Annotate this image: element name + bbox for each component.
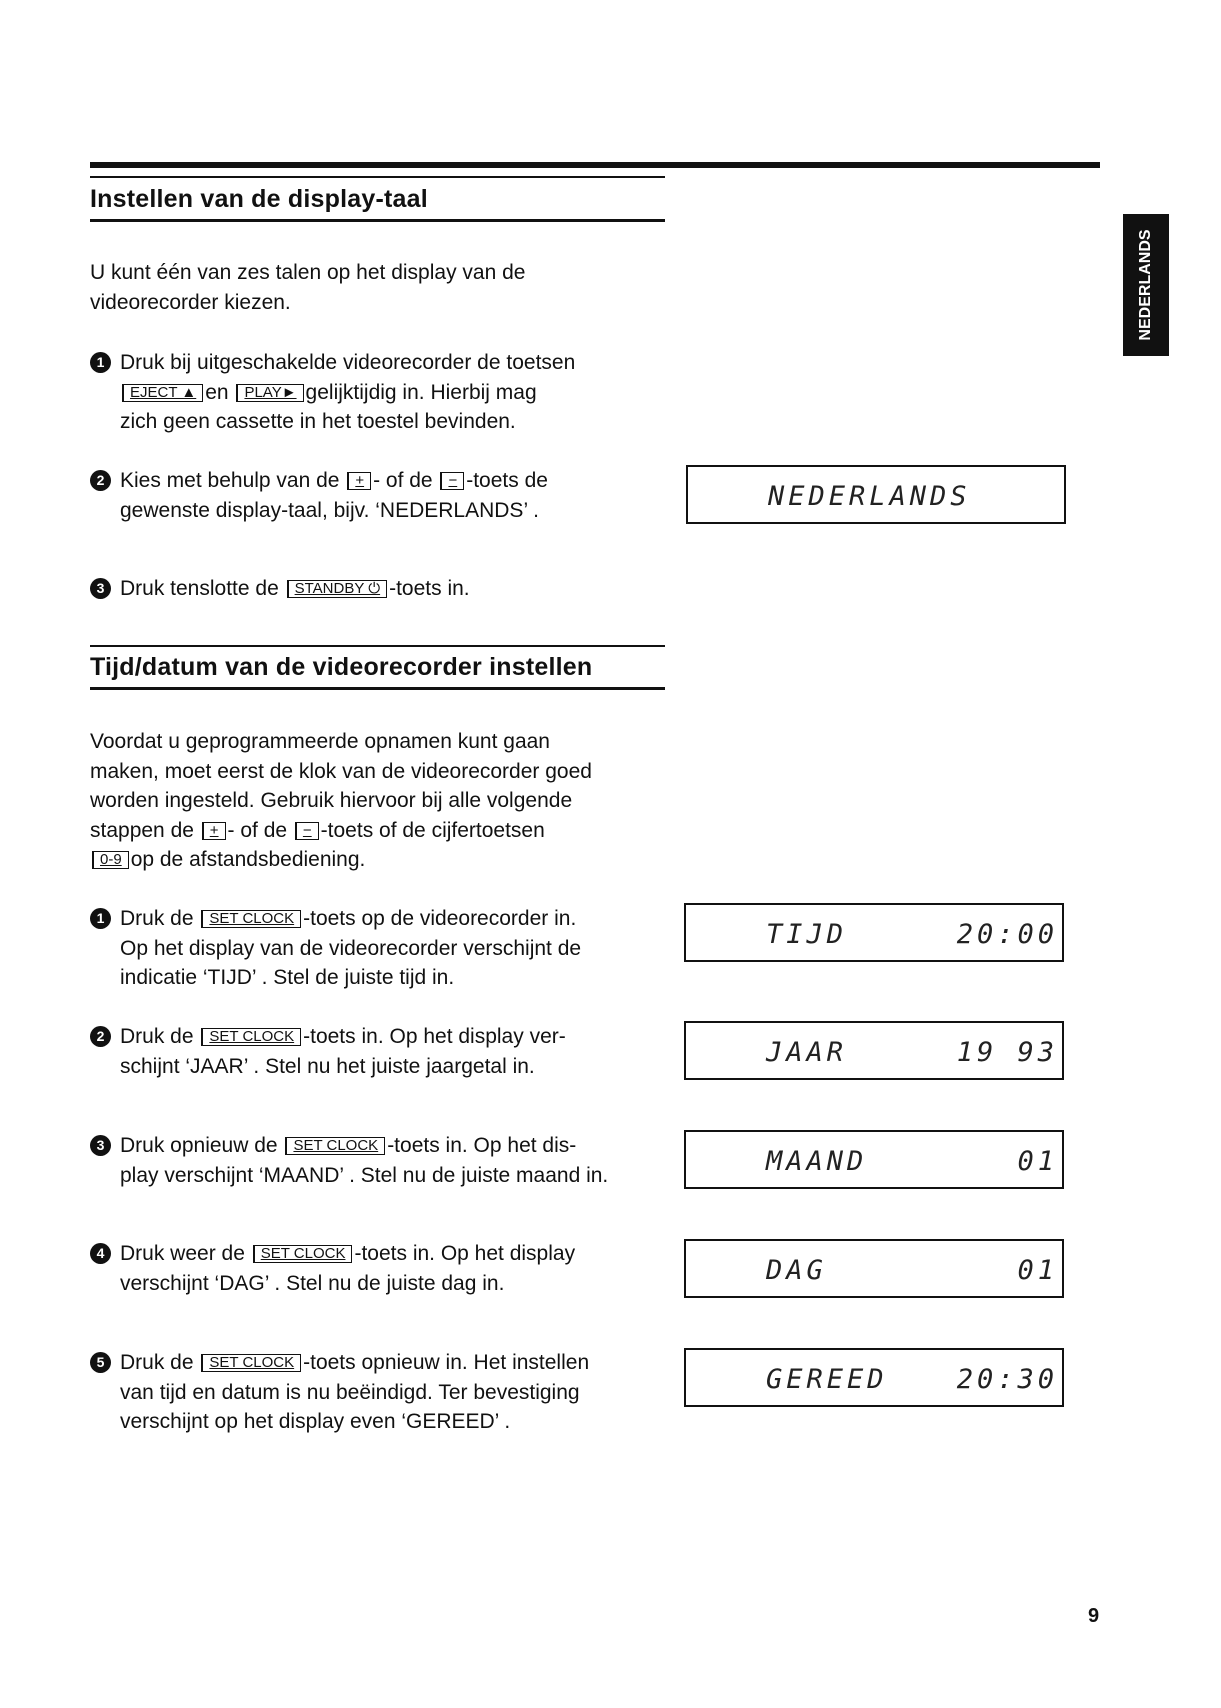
lcd-label: MAAND [766, 1146, 868, 1177]
text-line [120, 378, 575, 408]
key-label-box: + [202, 822, 226, 840]
page-number: 9 [1088, 1605, 1100, 1627]
lcd-value: 20:30 [956, 1364, 1058, 1395]
text-segment: Druk tenslotte de [120, 577, 285, 600]
text-segment: play verschijnt ‘MAAND’ . Stel nu de juiste maand in. [120, 1163, 609, 1187]
text-segment: -toets in. Op het dis- [387, 1134, 577, 1157]
section1-intro [90, 258, 525, 317]
text-line [120, 1131, 608, 1161]
section2-step-1 [96, 904, 582, 993]
step-number-badge: 3 [90, 578, 111, 599]
text-line [120, 1378, 589, 1408]
key-label-box: SET CLOCK [285, 1137, 385, 1155]
key-label-box: EJECT ▲ [122, 384, 203, 402]
lcd-display-year [684, 1021, 1064, 1080]
text-segment: -toets in. Op het display ver- [303, 1025, 566, 1048]
text-line [90, 786, 592, 816]
text-segment: verschijnt ‘DAG’ . Stel nu de juiste dag in. [120, 1271, 505, 1295]
text-line [120, 1269, 575, 1299]
text-line [90, 288, 525, 318]
section1-step-2 [96, 466, 548, 525]
text-line [120, 574, 470, 604]
key-label-box: + [347, 472, 371, 490]
step-number-badge: 4 [90, 1243, 111, 1264]
text-segment: en [205, 380, 235, 404]
key-label-box: SET CLOCK [253, 1245, 353, 1263]
lcd-display-month [684, 1130, 1064, 1189]
text-line [120, 1022, 566, 1052]
text-segment: Druk weer de [120, 1242, 251, 1265]
lcd-value: 20:00 [956, 919, 1058, 950]
text-segment: -toets opnieuw in. Het instellen [303, 1351, 590, 1374]
lcd-label: TIJD [766, 919, 848, 950]
text-segment: op de afstandsbediening. [130, 848, 366, 871]
section1-step-1 [96, 348, 576, 437]
step-number-badge: 5 [90, 1352, 111, 1373]
text-segment: Op het display van de videorecorder verschijnt de [120, 936, 582, 960]
text-line [90, 757, 592, 787]
text-line [120, 1407, 589, 1437]
lcd-label: GEREED [766, 1364, 888, 1395]
lcd-display-time [684, 903, 1064, 962]
text-segment: -toets de [466, 469, 548, 492]
text-line [120, 1161, 608, 1191]
text-line [120, 1348, 589, 1378]
text-segment: indicatie ‘TIJD’ . Stel de juiste tijd in. [120, 966, 455, 989]
lcd-display-day [684, 1239, 1064, 1298]
text-segment: gelijktijdig in. Hierbij mag [305, 380, 537, 404]
text-segment: van tijd en datum is nu beëindigd. Ter bevestiging [120, 1380, 580, 1404]
section2-step-4 [96, 1239, 576, 1298]
heading-rule-top [90, 176, 665, 178]
text-segment: -toets in. Op het display [354, 1242, 576, 1265]
text-segment: -toets op de videorecorder in. [303, 907, 577, 930]
heading-rule-bottom [90, 219, 665, 222]
text-segment: - of de [227, 818, 293, 842]
text-line [120, 348, 575, 378]
lcd-display-done [684, 1348, 1064, 1407]
text-segment: stappen de [90, 818, 200, 842]
text-segment: schijnt ‘JAAR’ . Stel nu het juiste jaargetal in. [120, 1054, 535, 1078]
text-segment: Druk de [120, 1351, 200, 1374]
key-label-box: SET CLOCK [201, 1354, 301, 1372]
step-number-badge: 3 [90, 1135, 111, 1156]
text-line [90, 727, 592, 757]
text-segment: U kunt één van zes talen op het display van de [90, 261, 526, 284]
text-line [120, 496, 548, 526]
text-segment: gewenste display-taal, bijv. ‘NEDERLANDS’ . [120, 498, 539, 522]
text-line [120, 904, 581, 934]
text-segment: -toets in. [389, 577, 470, 600]
lcd-text: NEDERLANDS [768, 481, 971, 512]
lcd-value: 01 [1017, 1146, 1058, 1177]
section-title-time-date: Tijd/datum van de videorecorder instellen [90, 653, 593, 681]
side-tab-label: NEDERLANDS [1137, 229, 1154, 341]
section2-step-5 [96, 1348, 590, 1437]
text-segment: Druk opnieuw de [120, 1134, 284, 1157]
text-segment: Druk de [120, 1025, 200, 1048]
text-segment: videorecorder kiezen. [90, 290, 291, 314]
step-number-badge: 2 [90, 470, 111, 491]
text-line [120, 407, 575, 437]
text-segment: maken, moet eerst de klok van de videorecorder goed [90, 759, 592, 783]
key-label-box: 0-9 [92, 851, 129, 869]
key-label-box: PLAY► [236, 384, 303, 402]
text-segment: verschijnt op het display even ‘GEREED’ . [120, 1410, 511, 1433]
text-segment: zich geen cassette in het toestel bevinden. [120, 410, 516, 433]
key-label-box: STANDBY ⏻ [287, 580, 388, 598]
lcd-display-language [686, 465, 1066, 524]
text-line [90, 258, 525, 288]
text-segment: worden ingesteld. Gebruik hiervoor bij alle volgende [90, 789, 573, 812]
text-line [90, 845, 592, 875]
step-number-badge: 1 [90, 908, 111, 929]
text-line [90, 816, 592, 846]
heading-rule-bottom [90, 687, 665, 690]
text-line [120, 934, 581, 964]
text-line [120, 1052, 566, 1082]
lcd-value: 19 93 [956, 1037, 1058, 1068]
text-line [120, 466, 548, 496]
language-side-tab [1123, 214, 1169, 356]
step-number-badge: 2 [90, 1026, 111, 1047]
text-segment: Druk bij uitgeschakelde videorecorder de toetsen [120, 351, 576, 374]
text-segment: Druk de [120, 907, 200, 930]
step-number-badge: 1 [90, 352, 111, 373]
text-line [120, 963, 581, 993]
lcd-label: DAG [766, 1255, 827, 1286]
key-label-box: SET CLOCK [201, 1028, 301, 1046]
text-segment: Voordat u geprogrammeerde opnamen kunt gaan [90, 730, 550, 753]
text-line [120, 1239, 575, 1269]
top-thick-rule [90, 162, 1100, 168]
section2-step-2 [96, 1022, 566, 1081]
section-title-display-language: Instellen van de display-taal [90, 185, 428, 213]
key-label-box: − [295, 822, 319, 840]
lcd-label: JAAR [766, 1037, 848, 1068]
text-segment: Kies met behulp van de [120, 469, 346, 492]
section2-step-3 [96, 1131, 609, 1190]
text-segment: -toets of de cijfertoetsen [320, 818, 545, 842]
text-segment: - of de [373, 469, 439, 492]
key-label-box: SET CLOCK [201, 910, 301, 928]
lcd-value: 01 [1017, 1255, 1058, 1286]
section2-intro [90, 727, 592, 875]
section1-step-3 [96, 574, 470, 604]
key-label-box: − [440, 472, 464, 490]
heading-rule-top [90, 645, 665, 647]
